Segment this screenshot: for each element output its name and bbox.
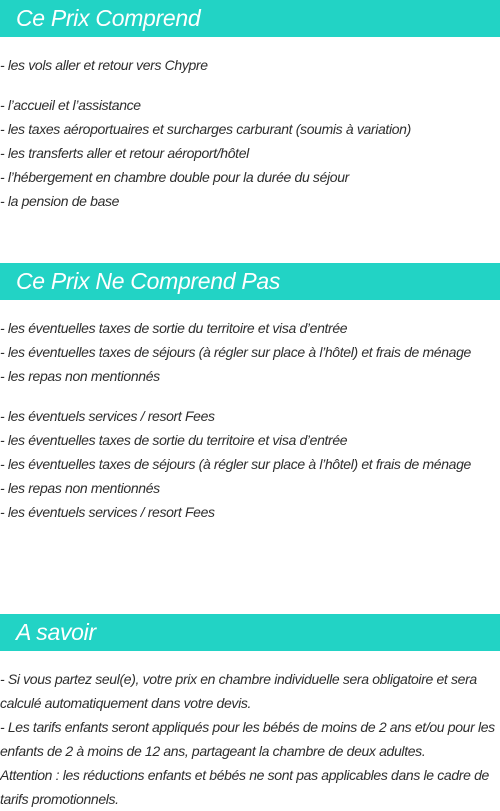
- included-list-group-2: [0, 93, 500, 213]
- excluded-list-group-2: [0, 404, 500, 524]
- list-item: - les éventuelles taxes de séjours (à régler sur place à l’hôtel) et frais de ménage: [0, 344, 471, 360]
- info-paragraph: Attention : les réductions enfants et bébés ne sont pas applicables dans le cadre de tarifs promotionnels.: [0, 767, 489, 807]
- list-item: - les éventuelles taxes de sortie du territoire et visa d’entrée: [0, 432, 348, 448]
- section-title-info: A savoir: [16, 619, 96, 645]
- list-item: - l’accueil et l’assistance: [0, 97, 141, 113]
- section-header-info: [0, 614, 500, 651]
- info-paragraph: - Si vous partez seul(e), votre prix en chambre individuelle sera obligatoire et sera calculé automatiquement dans votre devis.: [0, 671, 477, 711]
- list-item: - les repas non mentionnés: [0, 368, 160, 384]
- section-title-excluded: Ce Prix Ne Comprend Pas: [16, 268, 281, 294]
- list-item: - les vols aller et retour vers Chypre: [0, 57, 208, 73]
- list-item: - les repas non mentionnés: [0, 480, 160, 496]
- info-paragraph: - Les tarifs enfants seront appliqués pour les bébés de moins de 2 ans et/ou pour les enfants de 2 à moins de 12 ans, partageant la chambre de deux adultes.: [0, 719, 495, 759]
- list-item: - les éventuels services / resort Fees: [0, 504, 215, 520]
- excluded-list-group-1: [0, 316, 500, 388]
- included-list-group-1: [0, 53, 500, 77]
- list-item: - les transferts aller et retour aéroport/hôtel: [0, 145, 249, 161]
- list-item: - la pension de base: [0, 193, 120, 209]
- list-item: - les éventuelles taxes de séjours (à régler sur place à l’hôtel) et frais de ménage: [0, 456, 471, 472]
- list-item: - les taxes aéroportuaires et surcharges carburant (soumis à variation): [0, 121, 411, 137]
- list-item: - les éventuels services / resort Fees: [0, 408, 215, 424]
- section-header-excluded: [0, 263, 500, 300]
- info-text-block: [0, 667, 500, 811]
- list-item: - l’hébergement en chambre double pour la durée du séjour: [0, 169, 349, 185]
- section-header-included: [0, 0, 500, 37]
- section-title-included: Ce Prix Comprend: [16, 5, 201, 31]
- list-item: - les éventuelles taxes de sortie du territoire et visa d’entrée: [0, 320, 348, 336]
